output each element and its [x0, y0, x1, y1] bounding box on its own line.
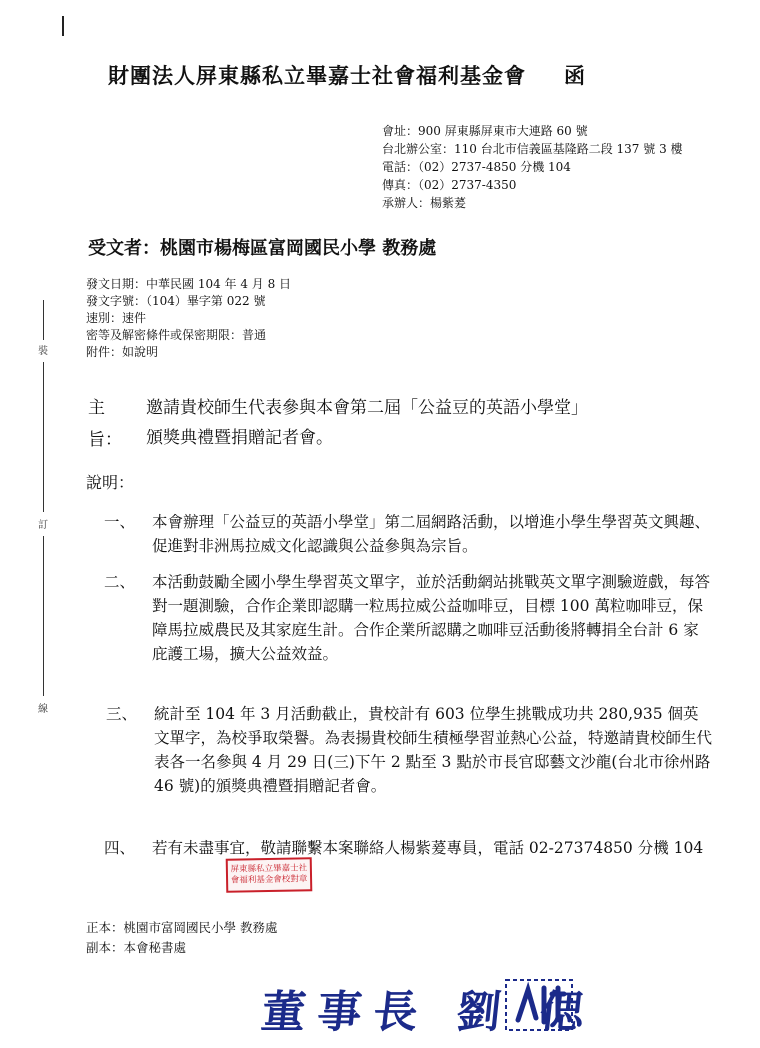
item-text: 本活動鼓勵全國小學生學習英文單字，並於活動網站挑戰英文單字測驗遊戲，每答對一題測驗，合作企業即認購一粒馬拉威公益咖啡豆，目標 100 萬粒咖啡豆，保障馬拉威農民及其家庭生計。合作企業所認購之咖啡豆活動後將轉捐全台計 6 家庇護工場，擴大公益效益。	[152, 573, 711, 663]
main-copy: 正本：桃園市富岡國民小學 教務處	[86, 920, 278, 935]
chairman-signature: 董事長 劉 偲	[258, 987, 599, 1038]
subject-label: 主旨：	[88, 398, 122, 450]
subject-line-2: 頒獎典禮暨捐贈記者會。	[146, 428, 333, 448]
item-text: 本會辦理「公益豆的英語小學堂」第二屆網路活動，以增進小學生學習英文興趣、促進對非洲馬拉威文化認識與公益參與為宗旨。	[152, 513, 711, 555]
binding-dash	[43, 536, 44, 696]
contact-taipei-office: 台北辦公室：110 台北市信義區基隆路二段 137 號 3 樓	[382, 142, 683, 156]
binding-dash	[43, 362, 44, 512]
attachment: 附件：如說明	[86, 345, 159, 359]
meta-block	[86, 276, 291, 361]
item-number: 二、	[104, 573, 136, 591]
item-number: 三、	[106, 705, 138, 723]
contact-address: 會址：900 屏東縣屏東市大連路 60 號	[382, 124, 588, 138]
doc-type: 函	[564, 63, 586, 88]
binding-char: 裝	[38, 342, 48, 357]
contact-phone: 電話：（02）2737-4850 分機 104	[382, 160, 571, 174]
issue-date: 發文日期：中華民國 104 年 4 月 8 日	[86, 277, 292, 291]
seal-text: 屏東縣私立畢嘉士社會福利基金會校對章	[230, 863, 308, 886]
org-title: 財團法人屏東縣私立畢嘉士社會福利基金會	[108, 63, 526, 88]
explanation-label: 說明：	[86, 473, 135, 492]
item-number: 四、	[104, 839, 136, 857]
document-title	[108, 60, 586, 90]
corner-mark	[62, 16, 64, 36]
document-number: 發文字號：（104）畢字第 022 號	[86, 294, 266, 308]
cc-copy: 副本：本會秘書處	[86, 940, 187, 955]
signature-stamp-icon	[500, 974, 580, 1036]
item-number: 一、	[104, 513, 136, 531]
contact-fax: 傳真：（02）2737-4350	[382, 178, 517, 192]
binding-line	[36, 300, 52, 730]
subject-line-1: 邀請貴校師生代表參與本會第二屆「公益豆的英語小學堂」	[146, 398, 588, 418]
contact-handler: 承辦人：楊紫萲	[382, 196, 467, 210]
binding-char: 線	[38, 700, 48, 715]
item-text: 統計至 104 年 3 月活動截止，貴校計有 603 位學生挑戰成功共 280,935 個英文單字，為校爭取榮譽。為表揚貴校師生積極學習並熱心公益，特邀請貴校師生代表各一名參與 4 月 29 日(三)下午 2 點至 3 點於市長官邸藝文沙龍(台北市徐州路 46 號)的頒獎典禮暨捐贈記者會。	[154, 705, 713, 795]
urgency: 速別：速件	[86, 311, 147, 325]
item-text: 若有未盡事宜，敬請聯繫本案聯絡人楊紫萲專員，電話 02-27374850 分機 104	[152, 839, 704, 857]
confidentiality: 密等及解密條件或保密期限：普通	[86, 328, 267, 342]
contact-block	[382, 122, 683, 212]
receiver: 受文者：桃園市楊梅區富岡國民小學 教務處	[88, 238, 437, 259]
footer-copies	[86, 918, 277, 958]
binding-dash	[43, 300, 44, 340]
binding-char: 訂	[38, 516, 48, 531]
proofread-seal	[226, 857, 313, 892]
